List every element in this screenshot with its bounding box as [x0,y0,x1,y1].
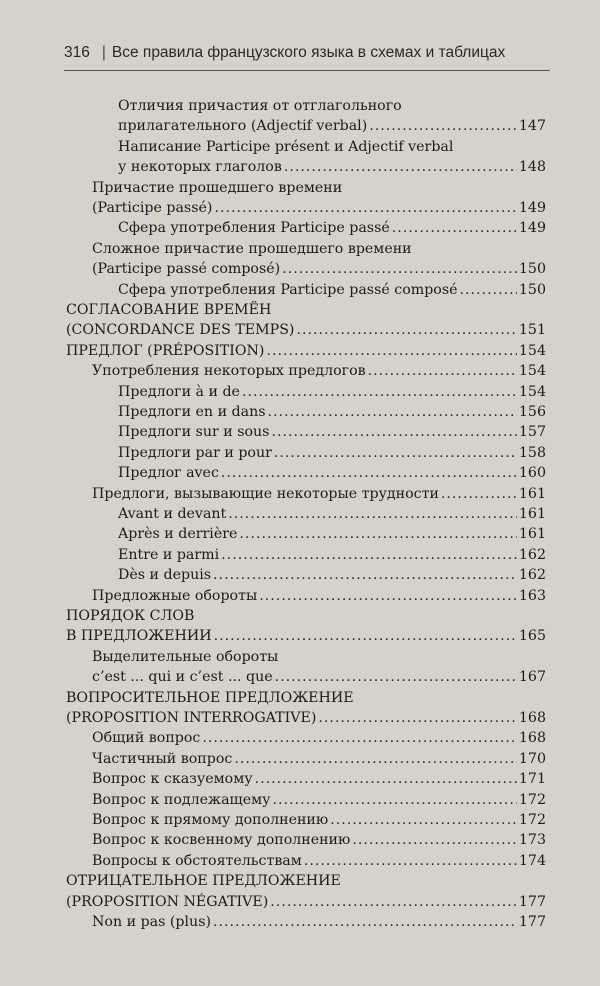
toc-entry-title: В ПРЕДЛОЖЕНИИ [66,628,212,645]
dot-leader [214,626,517,646]
toc-entry [66,341,546,361]
toc-entry-page: 170 [518,750,546,767]
toc-entry-title: Употребления некоторых предлогов [92,363,366,380]
toc-entry-page: 162 [518,567,546,584]
dot-leader [275,667,517,687]
dot-leader [282,259,517,279]
toc-entry [92,198,546,218]
toc-entry [66,320,546,340]
toc-entry-title: Предлог avec [118,465,219,482]
toc-entry-page: 154 [518,342,546,359]
toc-entry-title: (Participe passé) [92,200,213,216]
dot-leader [318,708,517,728]
toc-entry [92,769,546,789]
toc-entry [118,545,546,565]
toc-entry [92,361,546,381]
toc-entry [92,851,546,871]
toc-entry-page: 154 [518,363,546,380]
toc-entry [92,790,546,810]
dot-leader [259,586,517,606]
toc-entry-title: Вопрос к сказуемому [92,771,253,788]
toc-entry [118,382,546,402]
dot-leader [234,749,517,769]
dot-leader [296,320,516,340]
toc-entry [92,810,546,830]
toc-entry-page: 161 [518,506,546,522]
toc-entry [66,688,546,708]
dot-leader [221,463,517,483]
toc-entry-page: 148 [518,159,546,176]
toc-entry [92,912,546,932]
toc-entry [92,484,546,504]
toc-entry [66,708,546,728]
toc-entry-page: 167 [518,669,546,686]
dot-leader [268,402,517,422]
dot-leader [213,565,517,585]
dot-leader [441,484,517,504]
toc-entry-title: Отличия причастия от отглагольного [118,98,402,114]
toc-entry [92,830,546,850]
toc-entry-title: Сфера употребления Participe passé composé [118,281,458,298]
dot-leader [214,198,516,218]
toc-entry-title: Сфера употребления Participe passé [118,220,390,237]
toc-entry [118,565,546,585]
toc-entry-page: 150 [518,281,546,298]
toc-entry-title: Après и derrière [118,526,238,543]
toc-entry [118,402,546,422]
toc-entry [66,300,546,320]
toc-entry [92,239,546,259]
toc-entry-page: 163 [518,587,546,604]
toc-entry [118,218,546,238]
dot-leader [284,157,517,177]
toc-entry-title: Общий вопрос [92,730,201,747]
toc-entry-page: 157 [518,424,546,441]
toc-entry [118,504,546,524]
dot-leader [304,851,517,871]
toc-entry-title: Выделительные обороты [92,648,279,665]
toc-entry-title: у некоторых глаголов [118,159,282,176]
toc-entry-title: Частичный вопрос [92,750,233,767]
toc-entry-page: 156 [518,404,546,420]
toc-entry-title: c’est ... qui и c’est ... que [92,669,273,686]
toc-entry [66,626,546,646]
toc-entry-title: (CONCORDANCE DES TEMPS) [66,322,295,339]
toc-entry-page: 151 [518,322,546,339]
toc-entry-title: Вопросы к обстоятельствам [92,852,302,869]
toc-entry-page: 165 [518,628,546,645]
toc-entry-title: Вопрос к подлежащему [92,791,271,808]
toc-entry-title: Предлоги à и de [118,383,240,400]
dot-leader [369,116,517,136]
toc-entry-page: 171 [518,771,546,788]
toc-entry [92,647,546,667]
toc-entry-title: ВОПРОСИТЕЛЬНОЕ ПРЕДЛОЖЕНИЕ [66,689,354,706]
toc-entry [92,259,546,279]
toc-entry [92,749,546,769]
toc-entry-page: 172 [518,791,546,808]
toc-entry-page: 147 [518,118,546,135]
toc-entry-page: 161 [518,485,546,502]
toc-entry [66,871,546,891]
toc-entry-page: 177 [518,893,546,910]
toc-entry-page: 177 [518,914,546,930]
toc-entry [66,606,546,626]
toc-entry-title: ОТРИЦАТЕЛЬНОЕ ПРЕДЛОЖЕНИЕ [66,873,341,890]
toc-entry-title: Avant и devant [118,506,227,522]
toc-entry-title: Предлоги, вызывающие некоторые трудности [92,485,439,502]
toc-entry-title: Предложные обороты [92,587,258,604]
toc-entry [66,892,546,912]
dot-leader [274,443,517,463]
toc-entry-title: прилагательного (Adjectif verbal) [118,118,368,135]
toc-entry-title: ПРЕДЛОГ (PRÉPOSITION) [66,342,265,359]
toc-entry [118,422,546,442]
toc-entry [118,116,546,136]
toc-entry [92,667,546,687]
dot-leader [460,280,517,300]
toc-entry-title: Причастие прошедшего времени [92,179,343,196]
toc-entry-page: 149 [518,220,546,237]
dot-leader [273,790,517,810]
toc-entry-title: (PROPOSITION NÉGATIVE) [66,893,269,910]
dot-leader [228,504,517,524]
running-header [64,44,550,71]
toc-entry-title: Вопрос к косвенному дополнению [92,832,351,849]
toc-entry-title: Вопрос к прямому дополнению [92,812,329,828]
toc-entry-page: 168 [518,730,546,747]
toc-entry-title: Dès и depuis [118,567,212,584]
toc-entry-title: (PROPOSITION INTERROGATIVE) [66,710,317,726]
toc-entry [118,137,546,157]
toc-entry-title: Entre и parmi [118,546,220,563]
dot-leader [266,341,516,361]
toc-entry [118,96,546,116]
dot-leader [392,218,517,238]
toc-entry-title: (Participe passé composé) [92,261,281,278]
toc-entry-title: Предлоги en и dans [118,404,266,420]
dot-leader [368,361,517,381]
toc-entry-title: Предлоги sur и sous [118,424,270,441]
toc-entry [118,463,546,483]
dot-leader [239,524,516,544]
toc-entry-page: 174 [518,852,546,869]
toc-entry-title: Написание Participe présent и Adjectif verbal [118,138,454,155]
toc-entry-page: 154 [518,383,546,400]
toc-entry [118,280,546,300]
header-separator: | [101,44,106,61]
toc-entry [118,524,546,544]
toc-entry [118,443,546,463]
dot-leader [213,912,517,932]
book-title: Все правила французского языка в схемах и таблицах [111,44,506,61]
toc-entry [118,157,546,177]
dot-leader [271,422,516,442]
toc-entry [92,586,546,606]
toc-entry [92,178,546,198]
dot-leader [255,769,517,789]
dot-leader [221,545,517,565]
toc-entry-page: 158 [518,444,546,461]
toc-entry [92,728,546,748]
dot-leader [242,382,517,402]
dot-leader [330,810,517,830]
toc-entry-title: Предлоги par и pour [118,444,272,461]
toc-entry-page: 161 [518,526,546,543]
dot-leader [352,830,517,850]
toc-entry-title: СОГЛАСОВАНИЕ ВРЕМЁН [66,302,272,318]
toc-entry-title: ПОРЯДОК СЛОВ [66,608,195,624]
page-number: 316 [64,44,90,61]
toc-entry-page: 162 [518,546,546,563]
toc-entry-page: 160 [518,465,546,482]
toc-entry-page: 173 [518,832,546,849]
toc-entry-title: Сложное причастие прошедшего времени [92,240,412,257]
dot-leader [270,892,517,912]
dot-leader [202,728,517,748]
toc-entry-page: 149 [518,200,546,216]
toc-entry-page: 172 [518,812,546,828]
toc-entry-page: 168 [518,710,546,726]
toc-entry-title: Non и pas (plus) [92,914,212,930]
toc-entry-page: 150 [518,261,546,278]
